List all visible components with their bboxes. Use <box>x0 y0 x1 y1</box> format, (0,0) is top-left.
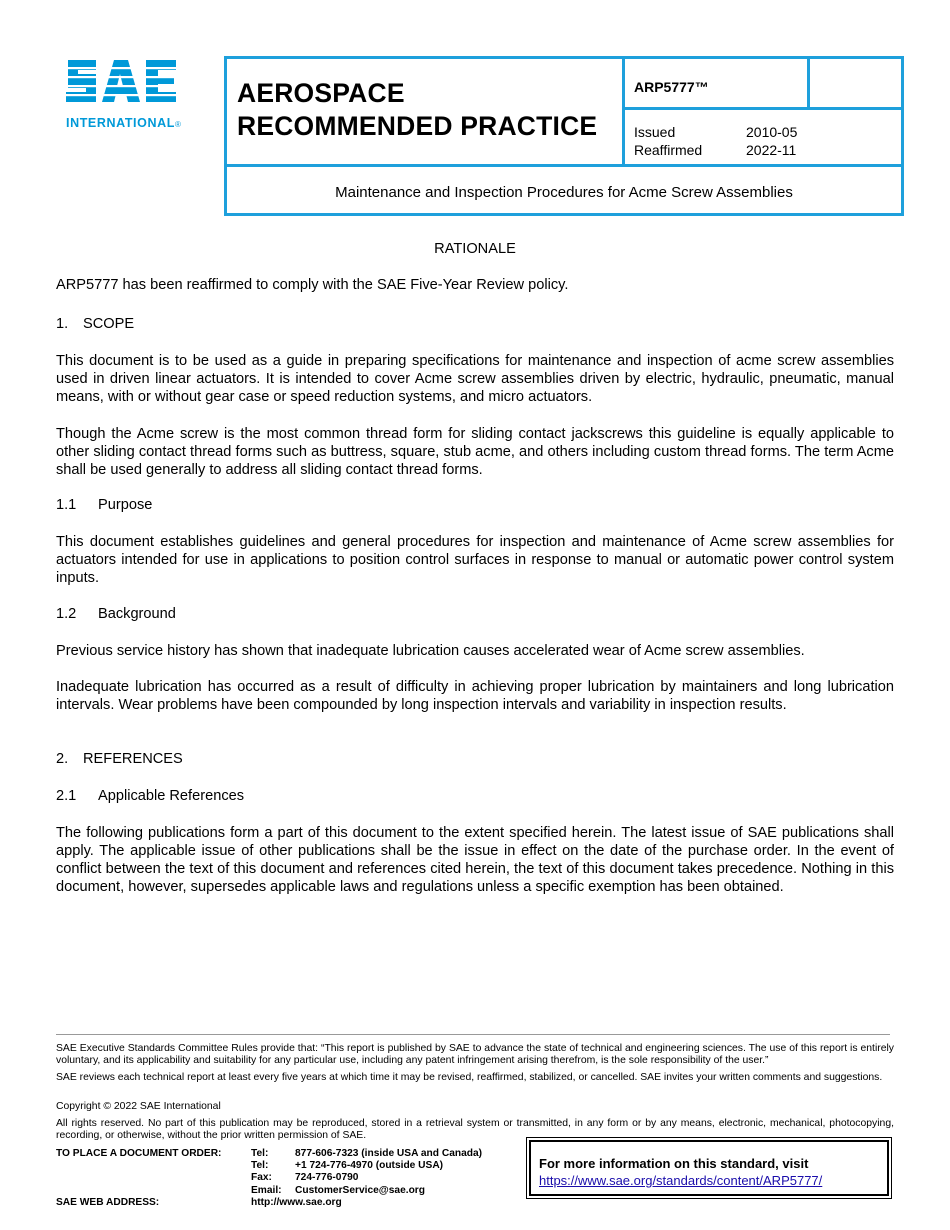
review-text: SAE reviews each technical report at least every five years at which time it may be revised, reaffirmed, stabilized, or cancelled. SAE invites your written comments and suggestions. <box>56 1072 883 1083</box>
footer-divider <box>56 1034 890 1035</box>
web-address-label: SAE WEB ADDRESS: <box>56 1197 160 1208</box>
section-1-1-heading: 1.1 Purpose <box>56 497 153 513</box>
rationale-heading: RATIONALE <box>434 241 516 257</box>
title-line-1: AEROSPACE <box>237 78 405 108</box>
section-2-heading: 2. REFERENCES <box>56 751 183 767</box>
title-line-2: RECOMMENDED PRACTICE <box>237 111 598 141</box>
section-1-2-heading: 1.2 Background <box>56 606 176 622</box>
sae-logo-mark <box>62 52 182 112</box>
section-1-paragraph-1: This document is to be used as a guide in preparing specifications for maintenance and inspection of acme screw assemblies used in driven linear actuators. It is intended to cover Acme screw assemblies driven by electric, hydraulic, pneumatic, manual means, with or without gear case or speed reduction systems, and micro actuators. <box>56 353 894 406</box>
document-number: ARP5777™ <box>634 79 709 95</box>
document-type-title <box>237 77 597 143</box>
section-1-paragraph-2: Though the Acme screw is the most common thread form for sliding contact jackscrews this guideline is equally applicable to other sliding contact thread forms such as buttress, square, stub acme, and others including custom thread forms. The term Acme shall be used generally to address all sliding contact thread forms. <box>56 426 894 479</box>
section-1-heading: 1. SCOPE <box>56 316 135 332</box>
sae-logo <box>62 52 192 134</box>
divider-vertical-right <box>807 59 810 109</box>
order-label: TO PLACE A DOCUMENT ORDER: <box>56 1148 222 1159</box>
rationale-text: ARP5777 has been reaffirmed to comply with the SAE Five-Year Review policy. <box>56 277 569 293</box>
web-address-link[interactable]: http://www.sae.org <box>251 1197 342 1208</box>
more-info-heading: For more information on this standard, visit <box>539 1156 809 1171</box>
standard-link[interactable]: https://www.sae.org/standards/content/ARP5777/ <box>539 1173 823 1188</box>
committee-rules-text: SAE Executive Standards Committee Rules provide that: “This report is published by SAE to advance the state of technical and engineering sciences. The use of this report is entirely voluntary, and its applicability and suitability for any particular use, including any patent infringement arising therefrom, is the sole responsibility of the user.” <box>56 1043 894 1067</box>
phone-domestic: 877-606-7323 (inside USA and Canada) <box>295 1148 483 1159</box>
section-1-2-paragraph-1: Previous service history has shown that inadequate lubrication causes accelerated wear of Acme screw assemblies. <box>56 643 805 659</box>
document-header-box <box>224 56 904 216</box>
logo-subtitle: INTERNATIONAL® <box>66 116 182 130</box>
section-2-1-paragraph: The following publications form a part of this document to the extent specified herein. The latest issue of SAE publications shall apply. The applicable issue of other publications shall be the issue in effect on the date of the purchase order. In the event of conflict between the text of this document and references cited herein, the text of this document takes precedence. Nothing in this document, however, supersedes applicable laws and regulations unless a specific exemption has been obtained. <box>56 825 894 896</box>
reaffirmed-label: Reaffirmed <box>634 142 703 158</box>
issued-value: 2010-05 <box>746 124 798 140</box>
phone-international: +1 724-776-4970 (outside USA) <box>295 1160 444 1172</box>
copyright-text: Copyright © 2022 SAE International <box>56 1101 221 1112</box>
section-1-1-paragraph: This document establishes guidelines and general procedures for inspection and maintenance of Acme screw assemblies for actuators intended for use in applications to position control surfaces in response to manual or automatic power control system inputs. <box>56 534 894 587</box>
issue-dates <box>634 123 797 159</box>
document-subject: Maintenance and Inspection Procedures for Acme Screw Assemblies <box>335 184 793 201</box>
email-address[interactable]: CustomerService@sae.org <box>295 1184 425 1196</box>
divider-vertical <box>622 59 625 166</box>
rights-text: All rights reserved. No part of this publication may be reproduced, stored in a retrieval system or transmitted, in any form or by any means, electronic, mechanical, photocopying, recording, or otherwise, without the prior written permission of SAE. <box>56 1118 894 1142</box>
reaffirmed-value: 2022-11 <box>746 142 797 158</box>
issued-label: Issued <box>634 124 676 140</box>
section-1-2-paragraph-2: Inadequate lubrication has occurred as a result of difficulty in achieving proper lubrication by maintainers and long lubrication intervals. Wear problems have been compounded by long inspection intervals and variability in inspection results. <box>56 679 894 714</box>
more-info-box <box>526 1137 892 1199</box>
order-contacts: Tel: 877-606-7323 (inside USA and Canada) Tel: +1 724-776-4970 (outside USA) Fax: 724-776-0790 Email: CustomerService@sae.org <box>251 1148 483 1196</box>
divider-horizontal-top <box>622 107 901 110</box>
divider-horizontal <box>227 164 901 167</box>
section-2-1-heading: 2.1 Applicable References <box>56 788 245 804</box>
fax-number: 724-776-0790 <box>295 1172 359 1184</box>
